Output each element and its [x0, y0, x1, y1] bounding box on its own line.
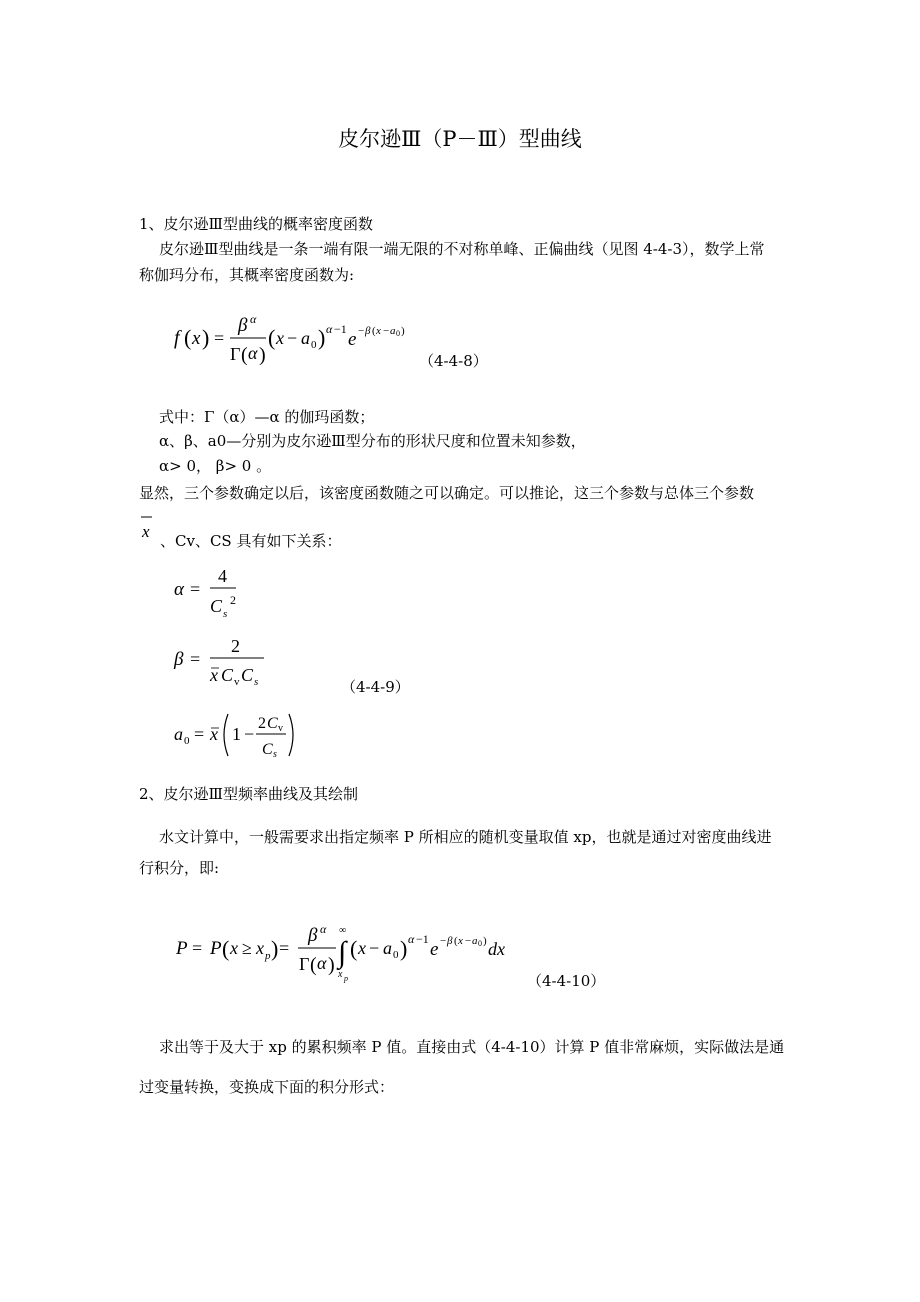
svg-text:−: −: [358, 325, 365, 337]
svg-text:a: a: [472, 935, 478, 947]
where-line-3: α> 0， β> 0 。: [159, 457, 272, 475]
svg-text:−: −: [440, 935, 447, 947]
where-line-1: 式中：Γ（α）—α 的伽玛函数；: [159, 408, 375, 426]
svg-text:x: x: [276, 328, 284, 348]
svg-text:2: 2: [231, 636, 240, 656]
svg-text:2: 2: [230, 593, 236, 607]
svg-text:): ): [318, 325, 326, 350]
section-1-heading: 1、皮尔逊Ⅲ型曲线的概率密度函数: [139, 215, 374, 233]
svg-text:x: x: [358, 938, 366, 958]
svg-text:v: v: [278, 723, 283, 734]
svg-text:(: (: [350, 936, 358, 961]
svg-text:α: α: [317, 953, 327, 973]
svg-text:(: (: [372, 325, 376, 337]
svg-text:p: p: [265, 950, 271, 962]
svg-text:=: =: [190, 649, 201, 669]
svg-text:x: x: [230, 938, 238, 958]
svg-text:C: C: [267, 715, 278, 732]
svg-text:x: x: [256, 938, 264, 958]
svg-text:β: β: [365, 325, 371, 337]
section-2-paragraph-line-2: 行积分，即:: [139, 859, 220, 877]
svg-text:0: 0: [393, 949, 399, 961]
svg-text:α: α: [326, 322, 333, 336]
svg-text:(: (: [241, 344, 248, 366]
svg-text:1: 1: [232, 724, 241, 744]
svg-text:α: α: [250, 312, 257, 326]
relation-line-1: 显然，三个参数确定以后，该密度函数随之可以确定。可以推论，这三个参数与总体三个参数: [139, 484, 755, 502]
svg-text:2: 2: [258, 715, 266, 732]
svg-text:(: (: [310, 954, 317, 976]
svg-text:α: α: [408, 932, 415, 946]
equation-pdf: [170, 310, 430, 370]
svg-text:(: (: [184, 325, 192, 350]
svg-text:≥: ≥: [242, 938, 252, 958]
svg-text:): ): [259, 344, 266, 366]
svg-text:Γ: Γ: [230, 344, 241, 364]
svg-text:α: α: [174, 579, 184, 600]
svg-text:): ): [271, 936, 279, 961]
section-1-paragraph-line-1: 皮尔逊Ⅲ型曲线是一条一端有限一端无限的不对称单峰、正偏曲线（见图 4-4-3），数学上常: [159, 240, 765, 258]
where-line-2: α、β、a0—分别为皮尔逊Ⅲ型分布的形状尺度和位置未知参数，: [159, 432, 586, 450]
svg-text:−: −: [383, 325, 390, 337]
svg-text:−: −: [244, 724, 255, 744]
svg-text:−1: −1: [416, 932, 429, 946]
svg-text:C: C: [262, 741, 273, 758]
equation-number-2: （4-4-9）: [341, 678, 410, 696]
svg-text:=: =: [214, 328, 225, 348]
svg-text:P: P: [210, 938, 222, 959]
svg-text:0: 0: [311, 339, 317, 351]
section-2-paragraph-2-line-2: 过变量转换，变换成下面的积分形式：: [139, 1078, 395, 1096]
svg-text:∞: ∞: [339, 925, 347, 936]
svg-text:=: =: [194, 724, 205, 744]
svg-text:(: (: [268, 325, 276, 350]
svg-text:): ): [401, 325, 405, 337]
svg-text:s: s: [223, 608, 228, 620]
svg-text:C: C: [210, 596, 223, 616]
svg-text:x: x: [376, 325, 381, 337]
svg-text:β: β: [447, 935, 453, 947]
svg-text:x: x: [142, 522, 150, 541]
svg-text:(: (: [454, 935, 458, 947]
svg-text:β: β: [238, 315, 248, 336]
svg-text:=: =: [190, 579, 201, 599]
section-2-heading: 2、皮尔逊Ⅲ型频率曲线及其绘制: [139, 785, 359, 803]
svg-text:x: x: [192, 328, 201, 349]
section-1-paragraph-line-2: 称伽玛分布，其概率密度函数为:: [139, 266, 355, 284]
svg-text:a: a: [390, 325, 396, 337]
svg-text:−: −: [465, 935, 472, 947]
svg-text:0: 0: [478, 939, 482, 948]
svg-text:P: P: [176, 938, 188, 959]
section-2-paragraph-2-line-1: 求出等于及大于 xp 的累积频率 P 值。直接由式（4-4-10）计算 P 值非常麻烦，实际做法是通: [159, 1038, 785, 1056]
svg-text:α: α: [320, 922, 327, 936]
equation-cumulative-probability: [172, 920, 512, 986]
equation-number-1: （4-4-8）: [419, 352, 488, 370]
svg-text:(: (: [222, 936, 230, 961]
svg-text:Γ: Γ: [299, 954, 310, 974]
x-bar-symbol: [139, 512, 159, 542]
svg-text:e: e: [348, 329, 357, 350]
svg-text:x: x: [210, 665, 218, 685]
svg-text:x: x: [458, 935, 463, 947]
svg-text:=: =: [192, 938, 203, 958]
svg-text:a: a: [301, 328, 310, 348]
svg-text:p: p: [344, 974, 348, 983]
svg-text:): ): [202, 325, 210, 350]
equation-number-3: （4-4-10）: [527, 972, 606, 990]
svg-text:α: α: [248, 343, 258, 363]
svg-text:4: 4: [218, 566, 227, 586]
svg-text:v: v: [234, 676, 240, 688]
svg-text:=: =: [279, 938, 290, 958]
equation-a0: [172, 708, 312, 764]
svg-text:0: 0: [396, 329, 400, 338]
svg-text:−: −: [369, 938, 380, 958]
svg-text:a: a: [174, 724, 183, 744]
equation-beta: [172, 633, 292, 693]
svg-text:β: β: [308, 925, 318, 946]
svg-text:dx: dx: [488, 939, 505, 959]
svg-text:C: C: [241, 665, 254, 685]
svg-text:a: a: [383, 938, 392, 958]
svg-text:f: f: [174, 327, 180, 349]
page-title: 皮尔逊Ⅲ（P－Ⅲ）型曲线: [338, 127, 582, 151]
svg-text:−1: −1: [334, 322, 347, 336]
svg-text:): ): [400, 936, 408, 961]
svg-text:x: x: [210, 724, 218, 744]
relation-line-2: 、Cv、CS 具有如下关系：: [160, 532, 342, 550]
svg-text:): ): [328, 954, 335, 976]
equation-alpha: [172, 563, 272, 623]
section-2-paragraph-line-1: 水文计算中，一般需要求出指定频率 P 所相应的随机变量取值 xp，也就是通过对密度曲线进: [159, 828, 772, 846]
svg-text:s: s: [254, 676, 259, 688]
svg-text:0: 0: [184, 735, 190, 747]
svg-text:x: x: [338, 969, 343, 980]
svg-text:C: C: [221, 665, 234, 685]
svg-text:∫: ∫: [338, 936, 347, 969]
svg-text:): ): [483, 935, 487, 947]
svg-text:e: e: [430, 939, 439, 960]
svg-text:−: −: [287, 328, 298, 348]
svg-text:s: s: [273, 749, 277, 760]
svg-text:β: β: [174, 649, 184, 670]
